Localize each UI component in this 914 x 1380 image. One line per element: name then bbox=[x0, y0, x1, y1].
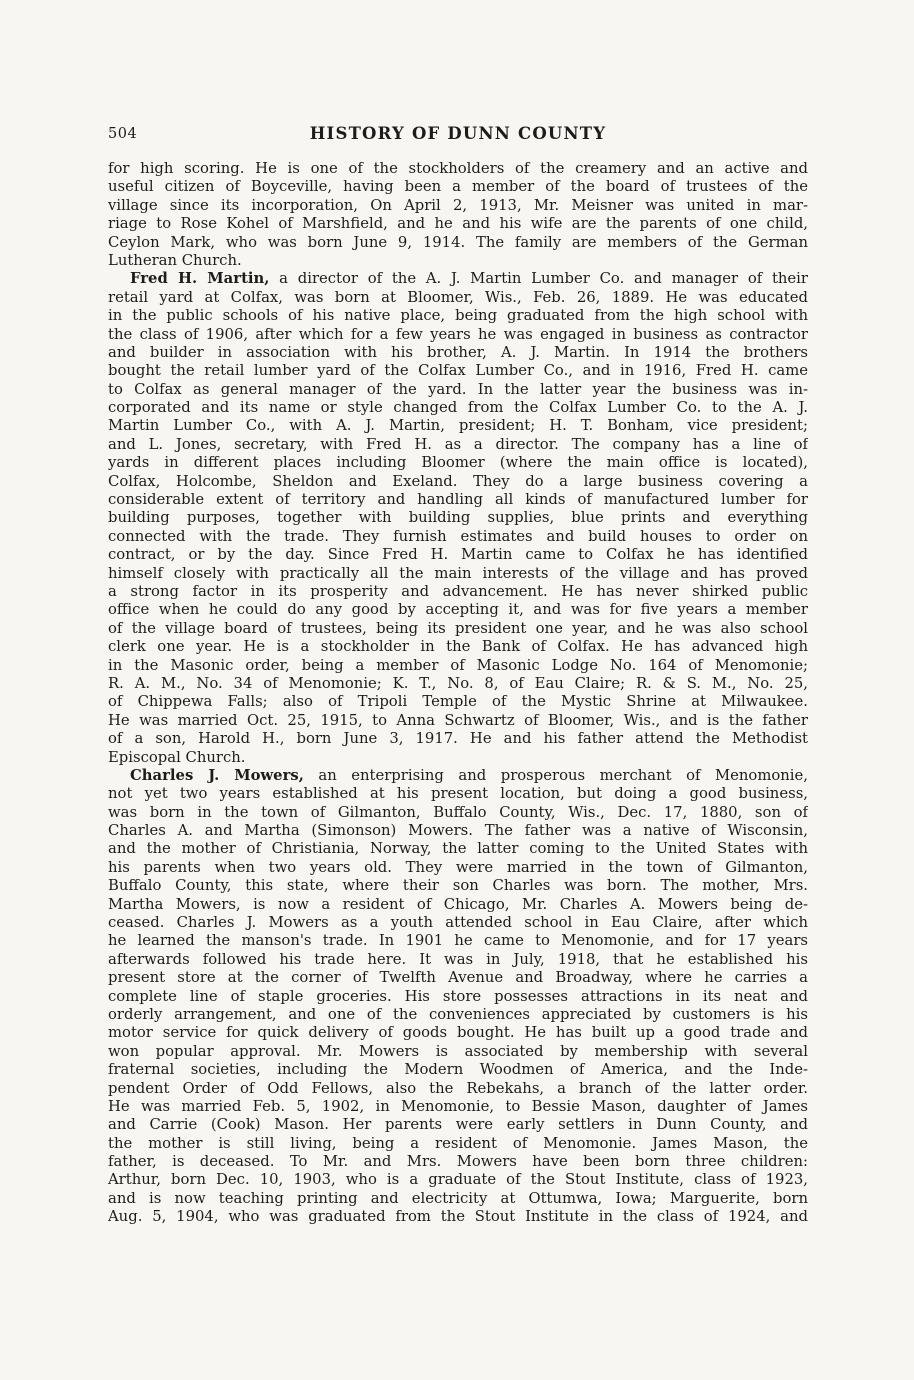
text-line: for high scoring. He is one of the stockholders of the creamery and an active and bbox=[108, 160, 808, 177]
text-line: corporated and its name or style changed from the Colfax Lumber Co. to the A. J. bbox=[108, 399, 808, 417]
text-line: not yet two years established at his present location, but doing a good business, bbox=[108, 785, 808, 803]
text-line: motor service for quick delivery of goods bought. He has built up a good trade and bbox=[108, 1024, 808, 1042]
text-line: bought the retail lumber yard of the Colfax Lumber Co., and in 1916, Fred H. came bbox=[108, 362, 808, 380]
text-line: Ceylon Mark, who was born June 9, 1914. The family are members of the German bbox=[108, 233, 808, 251]
page-header bbox=[108, 124, 808, 144]
text-line: useful citizen of Boyceville, having been a member of the board of trustees of the bbox=[108, 178, 808, 196]
text-line: yards in different places including Bloomer (where the main office is located), bbox=[108, 454, 808, 472]
text-line: present store at the corner of Twelfth Avenue and Broadway, where he carries a bbox=[108, 969, 808, 987]
text-line: of the village board of trustees, being its president one year, and he was also school bbox=[108, 619, 808, 637]
text-line: riage to Rose Kohel of Marshfield, and he and his wife are the parents of one child, bbox=[108, 215, 808, 233]
text-line: in the Masonic order, being a member of Masonic Lodge No. 164 of Menomonie; bbox=[108, 656, 808, 674]
text-line: to Colfax as general manager of the yard. In the latter year the business was in- bbox=[108, 380, 808, 398]
text-line: father, is deceased. To Mr. and Mrs. Mowers have been born three children: bbox=[108, 1153, 808, 1171]
text-line: won popular approval. Mr. Mowers is associated by membership with several bbox=[108, 1042, 808, 1060]
text-line: clerk one year. He is a stockholder in the Bank of Colfax. He has advanced high bbox=[108, 638, 808, 656]
text-line: building purposes, together with building supplies, blue prints and everything bbox=[108, 509, 808, 527]
text-line: and L. Jones, secretary, with Fred H. as a director. The company has a line of bbox=[108, 435, 808, 453]
text-line: Charles J. Mowers, an enterprising and prosperous merchant of Menomonie, bbox=[130, 766, 808, 784]
text-line: Charles A. and Martha (Simonson) Mowers. The father was a native of Wisconsin, bbox=[108, 822, 808, 840]
text-line: and the mother of Christiania, Norway, the latter coming to the United States with bbox=[108, 840, 808, 858]
text-line: office when he could do any good by accepting it, and was for five years a member bbox=[108, 601, 808, 619]
text-line: a strong factor in its prosperity and advancement. He has never shirked public bbox=[108, 582, 808, 600]
page-body bbox=[108, 160, 808, 1227]
text-line: Martin Lumber Co., with A. J. Martin, president; H. T. Bonham, vice president; bbox=[108, 417, 808, 435]
text-line: afterwards followed his trade here. It was in July, 1918, that he established his bbox=[108, 950, 808, 968]
paragraph-lead: Charles J. Mowers, bbox=[130, 766, 304, 784]
page-number: 504 bbox=[108, 126, 138, 142]
text-line: the class of 1906, after which for a few years he was engaged in business as contractor bbox=[108, 325, 808, 343]
text-line: complete line of staple groceries. His store possesses attractions in its neat and bbox=[108, 987, 808, 1005]
text-line: connected with the trade. They furnish estimates and build houses to order on bbox=[108, 527, 808, 545]
text-line: in the public schools of his native place, being graduated from the high school with bbox=[108, 307, 808, 325]
text-line: his parents when two years old. They were married in the town of Gilmanton, bbox=[108, 858, 808, 876]
text-line: Martha Mowers, is now a resident of Chicago, Mr. Charles A. Mowers being de- bbox=[108, 895, 808, 913]
text-line: village since its incorporation, On April 2, 1913, Mr. Meisner was united in mar- bbox=[108, 196, 808, 214]
text-line: orderly arrangement, and one of the conveniences appreciated by customers is his bbox=[108, 1005, 808, 1023]
text-line: of a son, Harold H., born June 3, 1917. He and his father attend the Methodist bbox=[108, 730, 808, 748]
running-header: HISTORY OF DUNN COUNTY bbox=[309, 124, 607, 143]
text-line: He was married Feb. 5, 1902, in Menomonie, to Bessie Mason, daughter of James bbox=[108, 1097, 808, 1115]
text-line: Colfax, Holcombe, Sheldon and Exeland. They do a large business covering a bbox=[108, 472, 808, 490]
paragraph-lead: Fred H. Martin, bbox=[130, 270, 270, 288]
text-line: himself closely with practically all the main interests of the village and has proved bbox=[108, 564, 808, 582]
text-line: and is now teaching printing and electricity at Ottumwa, Iowa; Marguerite, born bbox=[108, 1189, 808, 1207]
text-line: Buffalo County, this state, where their son Charles was born. The mother, Mrs. bbox=[108, 877, 808, 895]
text-line: Arthur, born Dec. 10, 1903, who is a graduate of the Stout Institute, class of 1923, bbox=[108, 1171, 808, 1189]
text-line: Lutheran Church. bbox=[108, 251, 242, 269]
text-line: ceased. Charles J. Mowers as a youth attended school in Eau Claire, after which bbox=[108, 914, 808, 932]
text-line: retail yard at Colfax, was born at Bloomer, Wis., Feb. 26, 1889. He was educated bbox=[108, 288, 808, 306]
text-line: and builder in association with his brother, A. J. Martin. In 1914 the brothers bbox=[108, 343, 808, 361]
text-line: the mother is still living, being a resident of Menomonie. James Mason, the bbox=[108, 1134, 808, 1152]
text-line: pendent Order of Odd Fellows, also the Rebekahs, a branch of the latter order. bbox=[108, 1079, 808, 1097]
text-line: Aug. 5, 1904, who was graduated from the Stout Institute in the class of 1924, and bbox=[108, 1208, 808, 1226]
text-line: of Chippewa Falls; also of Tripoli Temple of the Mystic Shrine at Milwaukee. bbox=[108, 693, 808, 711]
text-line: contract, or by the day. Since Fred H. Martin came to Colfax he has identified bbox=[108, 546, 808, 564]
text-line: considerable extent of territory and handling all kinds of manufactured lumber for bbox=[108, 491, 808, 509]
text-line: fraternal societies, including the Modern Woodmen of America, and the Inde- bbox=[108, 1061, 808, 1079]
text-line: R. A. M., No. 34 of Menomonie; K. T., No. 8, of Eau Claire; R. & S. M., No. 25, bbox=[108, 674, 808, 692]
text-line: Fred H. Martin, a director of the A. J. Martin Lumber Co. and manager of their bbox=[130, 270, 808, 288]
text-line: he learned the manson's trade. In 1901 he came to Menomonie, and for 17 years bbox=[108, 932, 808, 950]
text-line: Episcopal Church. bbox=[108, 748, 246, 766]
text-line: and Carrie (Cook) Mason. Her parents were early settlers in Dunn County, and bbox=[108, 1116, 808, 1134]
text-line: was born in the town of Gilmanton, Buffalo County, Wis., Dec. 17, 1880, son of bbox=[108, 803, 808, 821]
text-line: He was married Oct. 25, 1915, to Anna Schwartz of Bloomer, Wis., and is the father bbox=[108, 711, 808, 729]
